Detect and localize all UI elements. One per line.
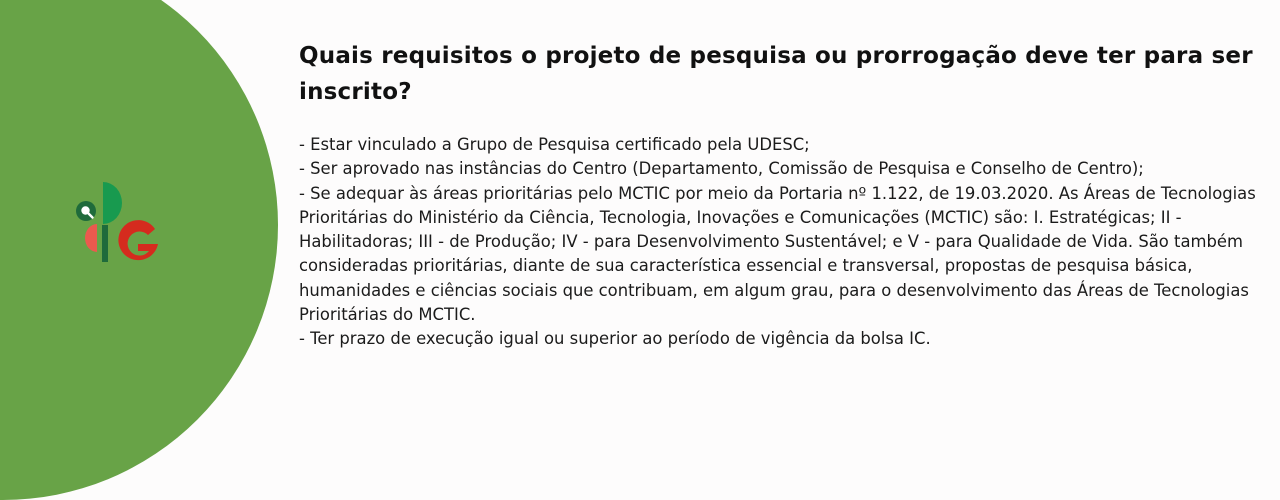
requirement-item: - Ter prazo de execução igual ou superior ao período de vigência da bolsa IC. [299, 329, 931, 349]
faq-content [299, 38, 1259, 352]
logo-red-g [118, 220, 158, 260]
requirements-list [299, 133, 1259, 352]
requirement-item: - Estar vinculado a Grupo de Pesquisa certificado pela UDESC; [299, 135, 810, 154]
logo-salmon-half-disc [85, 224, 97, 252]
magnifier-icon [76, 201, 96, 221]
requirement-item: - Se adequar às áreas prioritárias pelo MCTIC por meio da Portaria nº 1.122, de 19.03.2020. As Áreas de Tecnologias Prioritárias do Ministério da Ciência, Tecnologia, Inovações e Comunicações (MCTIC) são: I. Estratégicas; II - Habilitadoras; III - de Produção; IV - para Desenvolvimento Sustentável; e V - para Qualidade de Vida. São também consideradas prioritárias, diante de sua característica essencial e transversal, propostas de pesquisa básica, humanidades e ciências sociais que contribuam, em algum grau, para o desenvolvimento das Áreas de Tecnologias Prioritárias do MCTIC. [299, 183, 1256, 325]
logo-dark-bar [102, 225, 108, 262]
requirement-item: - Ser aprovado nas instâncias do Centro (Departamento, Comissão de Pesquisa e Conselho de Centro); [299, 159, 1144, 179]
logo-green-half-disc [103, 182, 122, 224]
ic-logo [74, 180, 164, 270]
faq-title: Quais requisitos o projeto de pesquisa ou prorrogação deve ter para ser inscrito? [299, 43, 1253, 105]
